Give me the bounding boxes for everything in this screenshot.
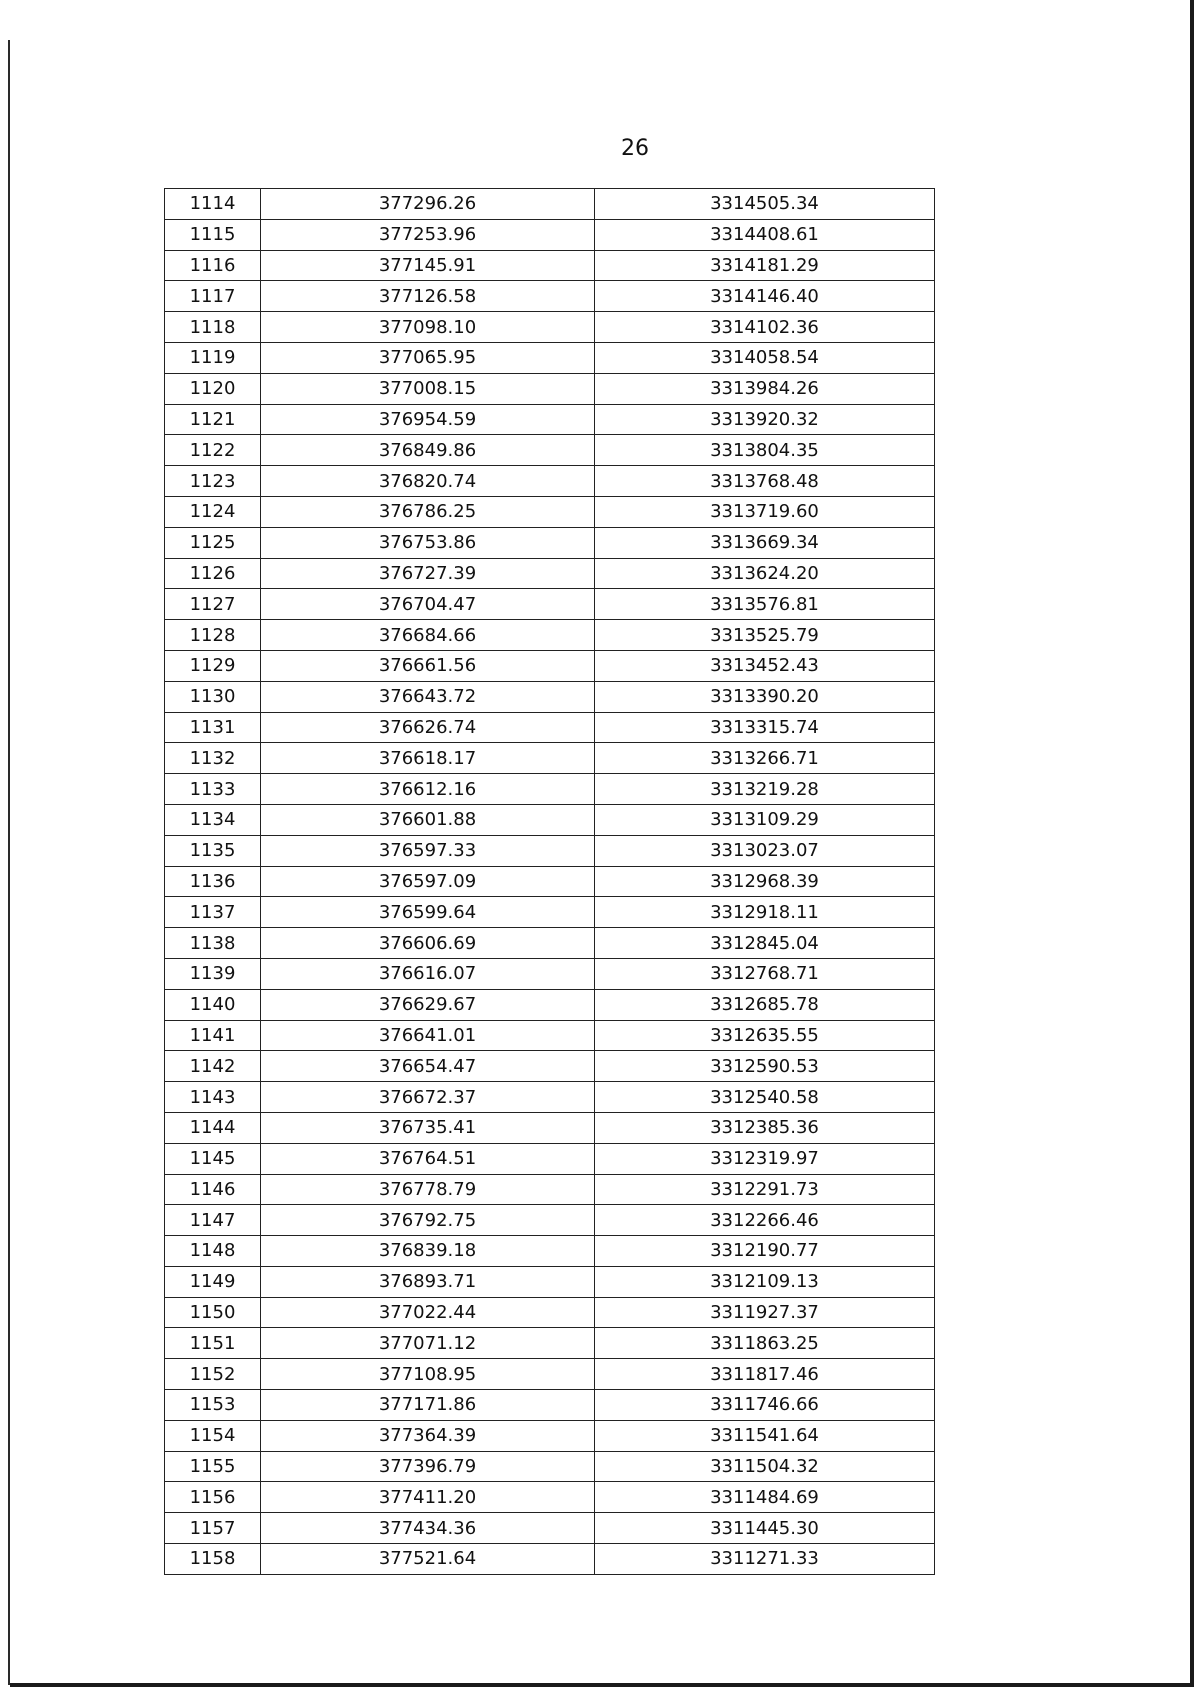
point-id-cell: 1129 (165, 650, 261, 681)
table-row (165, 1482, 935, 1513)
y-coordinate-cell: 3311927.37 (595, 1297, 935, 1328)
table-row (165, 681, 935, 712)
x-coordinate-cell: 376643.72 (261, 681, 595, 712)
x-coordinate-cell: 377396.79 (261, 1451, 595, 1482)
point-id-cell: 1120 (165, 373, 261, 404)
point-id-cell: 1115 (165, 219, 261, 250)
table-row (165, 281, 935, 312)
page-edge-bottom (10, 1683, 1194, 1687)
x-coordinate-cell: 376626.74 (261, 712, 595, 743)
table-row (165, 558, 935, 589)
x-coordinate-cell: 376597.09 (261, 866, 595, 897)
y-coordinate-cell: 3313804.35 (595, 435, 935, 466)
x-coordinate-cell: 376684.66 (261, 620, 595, 651)
y-coordinate-cell: 3312635.55 (595, 1020, 935, 1051)
x-coordinate-cell: 376753.86 (261, 527, 595, 558)
x-coordinate-cell: 376618.17 (261, 743, 595, 774)
point-id-cell: 1148 (165, 1236, 261, 1267)
x-coordinate-cell: 376820.74 (261, 466, 595, 497)
y-coordinate-cell: 3313719.60 (595, 496, 935, 527)
x-coordinate-cell: 376661.56 (261, 650, 595, 681)
y-coordinate-cell: 3313768.48 (595, 466, 935, 497)
point-id-cell: 1144 (165, 1112, 261, 1143)
table-row (165, 1451, 935, 1482)
point-id-cell: 1133 (165, 774, 261, 805)
x-coordinate-cell: 377521.64 (261, 1544, 595, 1575)
x-coordinate-cell: 377022.44 (261, 1297, 595, 1328)
table-row (165, 1544, 935, 1575)
point-id-cell: 1156 (165, 1482, 261, 1513)
y-coordinate-cell: 3313266.71 (595, 743, 935, 774)
table-row (165, 1328, 935, 1359)
table-row (165, 1236, 935, 1267)
x-coordinate-cell: 377364.39 (261, 1420, 595, 1451)
table-row (165, 404, 935, 435)
table-row (165, 1143, 935, 1174)
point-id-cell: 1135 (165, 835, 261, 866)
table-row (165, 1020, 935, 1051)
table-row (165, 189, 935, 220)
x-coordinate-cell: 376601.88 (261, 804, 595, 835)
point-id-cell: 1116 (165, 250, 261, 281)
x-coordinate-cell: 376727.39 (261, 558, 595, 589)
y-coordinate-cell: 3314181.29 (595, 250, 935, 281)
table-row (165, 1266, 935, 1297)
table-row (165, 1297, 935, 1328)
table-row (165, 958, 935, 989)
table-row (165, 1390, 935, 1421)
x-coordinate-cell: 377008.15 (261, 373, 595, 404)
y-coordinate-cell: 3313920.32 (595, 404, 935, 435)
x-coordinate-cell: 377253.96 (261, 219, 595, 250)
table-row (165, 219, 935, 250)
y-coordinate-cell: 3313624.20 (595, 558, 935, 589)
table-row (165, 866, 935, 897)
table-row (165, 804, 935, 835)
point-id-cell: 1118 (165, 312, 261, 343)
table-row (165, 897, 935, 928)
table-row (165, 342, 935, 373)
point-id-cell: 1130 (165, 681, 261, 712)
point-id-cell: 1141 (165, 1020, 261, 1051)
point-id-cell: 1134 (165, 804, 261, 835)
table-row (165, 589, 935, 620)
y-coordinate-cell: 3313390.20 (595, 681, 935, 712)
table-row (165, 496, 935, 527)
x-coordinate-cell: 377065.95 (261, 342, 595, 373)
page-edge-left (8, 40, 10, 1685)
y-coordinate-cell: 3312540.58 (595, 1082, 935, 1113)
y-coordinate-cell: 3314058.54 (595, 342, 935, 373)
y-coordinate-cell: 3311541.64 (595, 1420, 935, 1451)
point-id-cell: 1137 (165, 897, 261, 928)
point-id-cell: 1140 (165, 989, 261, 1020)
y-coordinate-cell: 3314408.61 (595, 219, 935, 250)
table-row (165, 1112, 935, 1143)
point-id-cell: 1146 (165, 1174, 261, 1205)
point-id-cell: 1139 (165, 958, 261, 989)
point-id-cell: 1123 (165, 466, 261, 497)
point-id-cell: 1158 (165, 1544, 261, 1575)
y-coordinate-cell: 3312918.11 (595, 897, 935, 928)
x-coordinate-cell: 377098.10 (261, 312, 595, 343)
x-coordinate-cell: 376654.47 (261, 1051, 595, 1082)
table-row (165, 928, 935, 959)
table-row (165, 1082, 935, 1113)
y-coordinate-cell: 3312266.46 (595, 1205, 935, 1236)
x-coordinate-cell: 376792.75 (261, 1205, 595, 1236)
y-coordinate-cell: 3313984.26 (595, 373, 935, 404)
table-row (165, 712, 935, 743)
table-row (165, 1513, 935, 1544)
table-row (165, 1174, 935, 1205)
table-row (165, 250, 935, 281)
x-coordinate-cell: 376735.41 (261, 1112, 595, 1143)
point-id-cell: 1138 (165, 928, 261, 959)
y-coordinate-cell: 3311746.66 (595, 1390, 935, 1421)
table-row (165, 312, 935, 343)
table-row (165, 1205, 935, 1236)
x-coordinate-cell: 377108.95 (261, 1359, 595, 1390)
point-id-cell: 1142 (165, 1051, 261, 1082)
x-coordinate-cell: 376849.86 (261, 435, 595, 466)
table-row (165, 1051, 935, 1082)
y-coordinate-cell: 3313109.29 (595, 804, 935, 835)
x-coordinate-cell: 376893.71 (261, 1266, 595, 1297)
x-coordinate-cell: 376606.69 (261, 928, 595, 959)
point-id-cell: 1145 (165, 1143, 261, 1174)
y-coordinate-cell: 3311271.33 (595, 1544, 935, 1575)
point-id-cell: 1136 (165, 866, 261, 897)
y-coordinate-cell: 3313452.43 (595, 650, 935, 681)
y-coordinate-cell: 3311817.46 (595, 1359, 935, 1390)
table-row (165, 527, 935, 558)
x-coordinate-cell: 377145.91 (261, 250, 595, 281)
point-id-cell: 1157 (165, 1513, 261, 1544)
table-row (165, 620, 935, 651)
y-coordinate-cell: 3312968.39 (595, 866, 935, 897)
y-coordinate-cell: 3314102.36 (595, 312, 935, 343)
point-id-cell: 1154 (165, 1420, 261, 1451)
table-row (165, 835, 935, 866)
point-id-cell: 1117 (165, 281, 261, 312)
y-coordinate-cell: 3311504.32 (595, 1451, 935, 1482)
table-row (165, 373, 935, 404)
x-coordinate-cell: 377171.86 (261, 1390, 595, 1421)
point-id-cell: 1149 (165, 1266, 261, 1297)
y-coordinate-cell: 3313315.74 (595, 712, 935, 743)
table-row (165, 743, 935, 774)
point-id-cell: 1147 (165, 1205, 261, 1236)
x-coordinate-cell: 376954.59 (261, 404, 595, 435)
x-coordinate-cell: 376641.01 (261, 1020, 595, 1051)
y-coordinate-cell: 3311484.69 (595, 1482, 935, 1513)
point-id-cell: 1119 (165, 342, 261, 373)
y-coordinate-cell: 3313576.81 (595, 589, 935, 620)
x-coordinate-cell: 376599.64 (261, 897, 595, 928)
x-coordinate-cell: 376597.33 (261, 835, 595, 866)
x-coordinate-cell: 377411.20 (261, 1482, 595, 1513)
x-coordinate-cell: 376839.18 (261, 1236, 595, 1267)
table-row (165, 774, 935, 805)
y-coordinate-cell: 3313669.34 (595, 527, 935, 558)
x-coordinate-cell: 376612.16 (261, 774, 595, 805)
y-coordinate-cell: 3312385.36 (595, 1112, 935, 1143)
x-coordinate-cell: 376629.67 (261, 989, 595, 1020)
x-coordinate-cell: 377434.36 (261, 1513, 595, 1544)
point-id-cell: 1150 (165, 1297, 261, 1328)
y-coordinate-cell: 3313525.79 (595, 620, 935, 651)
x-coordinate-cell: 377296.26 (261, 189, 595, 220)
page-edge-right (1190, 0, 1194, 1685)
y-coordinate-cell: 3312291.73 (595, 1174, 935, 1205)
y-coordinate-cell: 3312319.97 (595, 1143, 935, 1174)
point-id-cell: 1122 (165, 435, 261, 466)
table-row (165, 1359, 935, 1390)
point-id-cell: 1132 (165, 743, 261, 774)
x-coordinate-cell: 376778.79 (261, 1174, 595, 1205)
y-coordinate-cell: 3311445.30 (595, 1513, 935, 1544)
point-id-cell: 1128 (165, 620, 261, 651)
point-id-cell: 1153 (165, 1390, 261, 1421)
point-id-cell: 1114 (165, 189, 261, 220)
x-coordinate-cell: 376786.25 (261, 496, 595, 527)
y-coordinate-cell: 3312845.04 (595, 928, 935, 959)
point-id-cell: 1126 (165, 558, 261, 589)
coordinates-table (164, 188, 935, 1575)
x-coordinate-cell: 376704.47 (261, 589, 595, 620)
point-id-cell: 1127 (165, 589, 261, 620)
y-coordinate-cell: 3311863.25 (595, 1328, 935, 1359)
point-id-cell: 1125 (165, 527, 261, 558)
point-id-cell: 1121 (165, 404, 261, 435)
x-coordinate-cell: 376616.07 (261, 958, 595, 989)
y-coordinate-cell: 3313023.07 (595, 835, 935, 866)
x-coordinate-cell: 377071.12 (261, 1328, 595, 1359)
y-coordinate-cell: 3312685.78 (595, 989, 935, 1020)
table-row (165, 989, 935, 1020)
coordinates-table-body (165, 189, 935, 1575)
table-row (165, 466, 935, 497)
y-coordinate-cell: 3314505.34 (595, 189, 935, 220)
point-id-cell: 1143 (165, 1082, 261, 1113)
y-coordinate-cell: 3313219.28 (595, 774, 935, 805)
page-number: 26 (621, 136, 649, 161)
point-id-cell: 1131 (165, 712, 261, 743)
x-coordinate-cell: 376672.37 (261, 1082, 595, 1113)
y-coordinate-cell: 3314146.40 (595, 281, 935, 312)
point-id-cell: 1155 (165, 1451, 261, 1482)
y-coordinate-cell: 3312190.77 (595, 1236, 935, 1267)
point-id-cell: 1152 (165, 1359, 261, 1390)
point-id-cell: 1151 (165, 1328, 261, 1359)
point-id-cell: 1124 (165, 496, 261, 527)
table-row (165, 650, 935, 681)
x-coordinate-cell: 376764.51 (261, 1143, 595, 1174)
table-row (165, 435, 935, 466)
x-coordinate-cell: 377126.58 (261, 281, 595, 312)
table-row (165, 1420, 935, 1451)
y-coordinate-cell: 3312109.13 (595, 1266, 935, 1297)
y-coordinate-cell: 3312590.53 (595, 1051, 935, 1082)
y-coordinate-cell: 3312768.71 (595, 958, 935, 989)
